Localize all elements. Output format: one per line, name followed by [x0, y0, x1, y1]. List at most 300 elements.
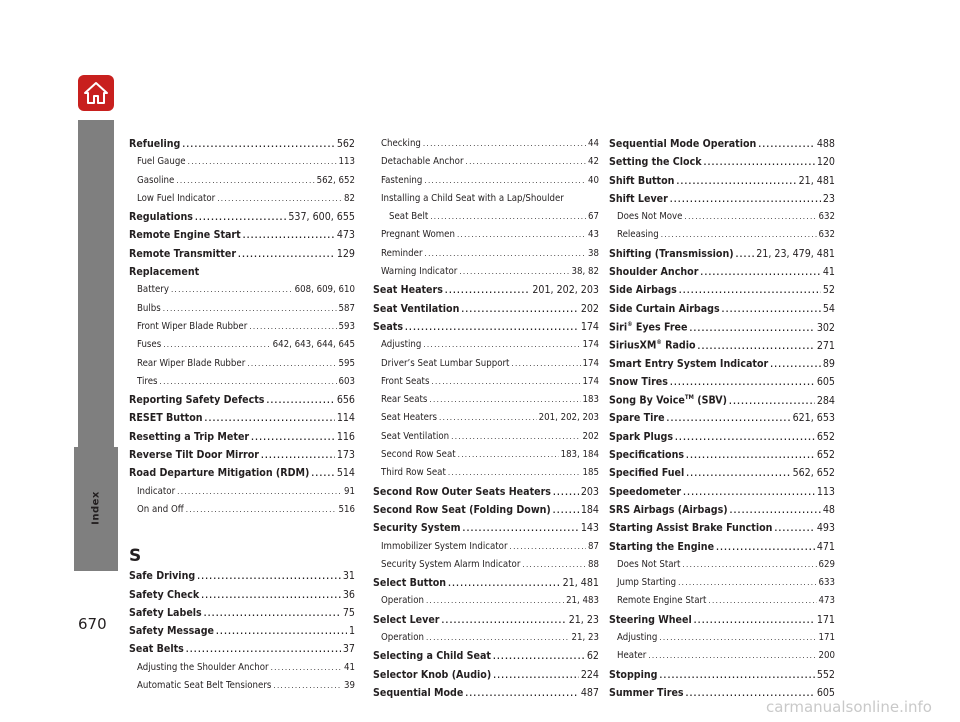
- index-entry[interactable]: [129, 449, 355, 467]
- entry-page-refs[interactable]: 487: [580, 686, 599, 699]
- index-subentry[interactable]: [609, 229, 835, 247]
- dot-leader: [160, 377, 337, 386]
- entry-page-refs[interactable]: 621, 653: [792, 412, 835, 425]
- index-subentry[interactable]: [609, 577, 835, 595]
- index-entry[interactable]: [609, 486, 835, 504]
- dot-leader: [689, 324, 814, 333]
- index-entry[interactable]: [373, 303, 599, 321]
- entry-term: Safety Labels: [129, 606, 202, 619]
- dot-leader: [238, 250, 335, 259]
- entry-page-refs[interactable]: 171: [818, 632, 835, 644]
- entry-page-refs[interactable]: 91: [344, 485, 355, 497]
- dot-leader: [430, 212, 586, 221]
- entry-page-refs[interactable]: 54: [822, 302, 835, 315]
- entry-page-refs[interactable]: 39: [344, 680, 355, 692]
- entry-page-refs[interactable]: 184: [580, 503, 599, 516]
- entry-page-refs[interactable]: 608, 609, 610: [294, 284, 355, 296]
- index-entry[interactable]: [609, 175, 835, 193]
- entry-page-refs[interactable]: 21, 23, 479, 481: [756, 247, 835, 260]
- entry-page-refs[interactable]: 284: [816, 394, 835, 407]
- entry-term: Immobilizer System Indicator: [381, 540, 508, 552]
- dot-leader: [251, 433, 335, 442]
- index-entry[interactable]: [609, 339, 835, 357]
- entry-term: Side Curtain Airbags: [609, 302, 720, 315]
- index-entry[interactable]: [609, 266, 835, 284]
- entry-term: Second Row Seat (Folding Down): [373, 503, 551, 516]
- dot-leader: [659, 633, 816, 642]
- index-entry[interactable]: [373, 284, 599, 302]
- dot-leader: [676, 177, 796, 186]
- index-subentry[interactable]: [129, 284, 355, 302]
- dot-leader: [423, 139, 586, 148]
- entry-page-refs[interactable]: 593: [338, 320, 355, 332]
- entry-page-refs[interactable]: 1: [348, 625, 355, 638]
- entry-term: RESET Button: [129, 412, 203, 425]
- entry-term: SiriusXM® Radio: [609, 339, 696, 352]
- entry-page-refs[interactable]: 562, 652: [792, 467, 835, 480]
- index-subentry[interactable]: [373, 229, 599, 247]
- dot-leader: [197, 572, 341, 581]
- dot-leader: [716, 543, 815, 552]
- index-entry[interactable]: [609, 321, 835, 339]
- dot-leader: [683, 488, 815, 497]
- index-entry[interactable]: [129, 138, 355, 156]
- index-subentry[interactable]: [609, 211, 835, 229]
- dot-leader: [201, 591, 341, 600]
- entry-page-refs[interactable]: 537, 600, 655: [288, 211, 355, 224]
- entry-page-refs[interactable]: 516: [338, 503, 355, 515]
- index-entry[interactable]: [609, 284, 835, 302]
- index-subentry[interactable]: [373, 431, 599, 449]
- index-entry[interactable]: [373, 486, 599, 504]
- entry-page-refs[interactable]: 224: [580, 668, 599, 681]
- entry-page-refs[interactable]: 471: [816, 540, 835, 553]
- entry-page-refs[interactable]: 642, 643, 644, 645: [272, 339, 355, 351]
- entry-page-refs[interactable]: 114: [336, 412, 355, 425]
- index-subentry[interactable]: [129, 339, 355, 357]
- entry-page-refs[interactable]: 21, 481: [562, 577, 599, 590]
- entry-page-refs[interactable]: 473: [818, 595, 835, 607]
- entry-page-refs[interactable]: 143: [580, 522, 599, 535]
- entry-page-refs[interactable]: 656: [336, 394, 355, 407]
- entry-page-refs[interactable]: 605: [816, 686, 835, 699]
- entry-term: Select Button: [373, 577, 447, 590]
- dot-leader: [182, 140, 334, 149]
- entry-page-refs[interactable]: 174: [580, 320, 599, 333]
- entry-term: Jump Starting: [617, 577, 677, 589]
- entry-page-refs[interactable]: 629: [818, 558, 835, 570]
- entry-page-refs[interactable]: 183, 184: [560, 449, 599, 461]
- entry-page-refs[interactable]: 40: [588, 174, 599, 186]
- dot-leader: [186, 505, 337, 514]
- dot-leader: [698, 342, 815, 351]
- index-entry[interactable]: [129, 229, 355, 247]
- dot-leader: [729, 397, 815, 406]
- entry-term: Siri® Eyes Free: [609, 320, 688, 334]
- index-entry[interactable]: [609, 358, 835, 376]
- entry-term: Select Lever: [373, 613, 440, 626]
- entry-page-refs[interactable]: 62: [586, 650, 599, 663]
- index-subentry[interactable]: [373, 559, 599, 577]
- dot-leader: [553, 506, 579, 515]
- index-entry[interactable]: [129, 589, 355, 607]
- index-entry[interactable]: [129, 467, 355, 485]
- index-entry[interactable]: [609, 541, 835, 559]
- dot-leader: [204, 609, 341, 618]
- entry-term: Song By Voice™ (SBV): [609, 394, 728, 407]
- entry-page-refs[interactable]: 171: [816, 613, 835, 626]
- dot-leader: [426, 633, 570, 642]
- entry-page-refs[interactable]: 120: [816, 156, 835, 169]
- entry-page-refs[interactable]: 21, 23: [571, 632, 599, 644]
- entry-page-refs[interactable]: 173: [336, 449, 355, 462]
- entry-page-refs[interactable]: 201, 202, 203: [538, 412, 599, 424]
- index-subentry[interactable]: [373, 193, 599, 211]
- entry-term: Checking: [381, 138, 421, 149]
- entry-page-refs[interactable]: 38, 82: [571, 266, 599, 278]
- dot-leader: [457, 230, 586, 239]
- entry-term: Safety Message: [129, 625, 215, 638]
- index-entry[interactable]: [129, 431, 355, 449]
- entry-term: Adjusting: [381, 339, 422, 351]
- dot-leader: [670, 378, 815, 387]
- dot-leader: [553, 488, 579, 497]
- entry-page-refs[interactable]: 174: [582, 357, 599, 369]
- dot-leader: [249, 322, 336, 331]
- entry-term: Bulbs: [137, 302, 161, 314]
- entry-page-refs[interactable]: 21, 483: [566, 595, 599, 607]
- dot-leader: [424, 176, 586, 185]
- index-subentry[interactable]: [373, 449, 599, 467]
- index-subentry[interactable]: [373, 358, 599, 376]
- entry-term: Resetting a Trip Meter: [129, 430, 250, 443]
- index-subentry[interactable]: [373, 467, 599, 485]
- index-entry[interactable]: [373, 504, 599, 522]
- index-subentry[interactable]: [129, 376, 355, 394]
- index-entry[interactable]: [129, 625, 355, 643]
- entry-page-refs[interactable]: 652: [816, 449, 835, 462]
- entry-page-refs[interactable]: 202: [580, 302, 599, 315]
- entry-page-refs[interactable]: 595: [338, 357, 355, 369]
- index-entry[interactable]: [129, 211, 355, 229]
- entry-term: Specified Fuel: [609, 467, 685, 480]
- index-subentry[interactable]: [373, 248, 599, 266]
- dot-leader: [423, 340, 580, 349]
- index-entry[interactable]: [373, 321, 599, 339]
- index-entry[interactable]: [609, 431, 835, 449]
- index-subentry[interactable]: [609, 632, 835, 650]
- index-subentry[interactable]: [373, 412, 599, 430]
- index-subentry[interactable]: [373, 339, 599, 357]
- entry-term: Regulations: [129, 211, 193, 224]
- entry-page-refs[interactable]: 113: [816, 485, 835, 498]
- entry-page-refs[interactable]: 203: [580, 485, 599, 498]
- dot-leader: [758, 140, 814, 149]
- dot-leader: [186, 645, 341, 654]
- index-entry[interactable]: [373, 577, 599, 595]
- dot-leader: [675, 433, 815, 442]
- index-entry[interactable]: [129, 394, 355, 412]
- entry-page-refs[interactable]: 129: [336, 247, 355, 260]
- index-entry[interactable]: [609, 156, 835, 174]
- entry-page-refs[interactable]: 82: [344, 192, 355, 204]
- dot-leader: [678, 578, 816, 587]
- index-entry[interactable]: [609, 303, 835, 321]
- entry-term: Second Row Seat: [381, 449, 456, 461]
- entry-page-refs[interactable]: 67: [588, 211, 599, 223]
- index-entry[interactable]: [609, 376, 835, 394]
- entry-page-refs[interactable]: 89: [822, 357, 835, 370]
- entry-term: Reverse Tilt Door Mirror: [129, 449, 259, 462]
- entry-page-refs[interactable]: 37: [342, 643, 355, 656]
- dot-leader: [694, 616, 815, 625]
- dot-leader: [461, 305, 578, 314]
- entry-term: Safe Driving: [129, 570, 196, 583]
- index-entry[interactable]: [609, 467, 835, 485]
- index-subentry[interactable]: [129, 175, 355, 193]
- entry-page-refs[interactable]: 31: [342, 570, 355, 583]
- dot-leader: [493, 671, 579, 680]
- entry-term: Second Row Outer Seats Heaters: [373, 485, 551, 498]
- dot-leader: [273, 681, 342, 690]
- entry-term: Operation: [381, 632, 424, 644]
- entry-term: Adjusting the Shoulder Anchor: [137, 661, 269, 673]
- index-subentry[interactable]: [129, 193, 355, 211]
- entry-term: Refueling: [129, 138, 181, 150]
- entry-page-refs[interactable]: 41: [822, 266, 835, 279]
- entry-term: Spare Tire: [609, 412, 665, 425]
- entry-page-refs[interactable]: 488: [816, 138, 835, 150]
- index-entry[interactable]: [373, 687, 599, 705]
- index-entry[interactable]: [129, 412, 355, 430]
- entry-page-refs[interactable]: 562: [336, 138, 355, 150]
- index-entry[interactable]: [609, 193, 835, 211]
- index-subentry[interactable]: [129, 358, 355, 376]
- dot-leader: [429, 395, 580, 404]
- dot-leader: [465, 689, 578, 698]
- entry-page-refs[interactable]: 36: [342, 588, 355, 601]
- entry-term: Rear Wiper Blade Rubber: [137, 357, 246, 369]
- entry-page-refs[interactable]: 23: [822, 192, 835, 205]
- index-subentry[interactable]: [373, 211, 599, 229]
- index-entry[interactable]: [609, 449, 835, 467]
- entry-term: Seat Ventilation: [381, 430, 450, 442]
- index-subentry[interactable]: [609, 650, 835, 668]
- entry-page-refs[interactable]: 52: [822, 284, 835, 297]
- entry-page-refs[interactable]: 41: [344, 661, 355, 673]
- entry-page-refs[interactable]: 201, 202, 203: [532, 284, 599, 297]
- index-subentry[interactable]: [373, 156, 599, 174]
- entry-term: Automatic Seat Belt Tensioners: [137, 680, 272, 692]
- dot-leader: [684, 212, 816, 221]
- index-subentry[interactable]: [373, 138, 599, 156]
- entry-term: Replacement: [129, 266, 200, 279]
- index-subentry[interactable]: [609, 559, 835, 577]
- index-subentry[interactable]: [373, 175, 599, 193]
- entry-page-refs[interactable]: 44: [588, 138, 599, 149]
- entry-page-refs[interactable]: 48: [822, 503, 835, 516]
- entry-term: Does Not Move: [617, 211, 683, 223]
- dot-leader: [451, 432, 580, 441]
- dot-leader: [730, 506, 821, 515]
- entry-page-refs[interactable]: 75: [342, 606, 355, 619]
- entry-term: Seat Belt: [389, 211, 429, 223]
- index-subentry[interactable]: [129, 662, 355, 680]
- dot-leader: [708, 596, 816, 605]
- dot-leader: [448, 579, 561, 588]
- dot-leader: [667, 414, 791, 423]
- entry-term: Selector Knob (Audio): [373, 668, 492, 681]
- dot-leader: [425, 249, 587, 258]
- entry-term: Warning Indicator: [381, 266, 458, 278]
- entry-term: Sequential Mode: [373, 686, 464, 699]
- index-entry[interactable]: [609, 504, 835, 522]
- entry-term: Summer Tires: [609, 686, 684, 699]
- index-entry[interactable]: [129, 266, 355, 284]
- dot-leader: [442, 616, 567, 625]
- entry-page-refs[interactable]: 87: [588, 540, 599, 552]
- index-entry[interactable]: [609, 138, 835, 156]
- index-entry[interactable]: [129, 248, 355, 266]
- dot-leader: [736, 250, 755, 259]
- entry-term: Pregnant Women: [381, 229, 455, 241]
- entry-page-refs[interactable]: 200: [818, 650, 835, 662]
- index-entry[interactable]: [609, 522, 835, 540]
- entry-page-refs[interactable]: 21, 23: [568, 613, 599, 626]
- index-subentry[interactable]: [373, 595, 599, 613]
- entry-page-refs[interactable]: 605: [816, 375, 835, 388]
- index-subentry[interactable]: [373, 541, 599, 559]
- index-entry[interactable]: [373, 522, 599, 540]
- dot-leader: [704, 158, 815, 167]
- entry-term: Shifting (Transmission): [609, 247, 734, 260]
- entry-page-refs[interactable]: 632: [818, 211, 835, 223]
- entry-page-refs[interactable]: 38: [588, 247, 599, 259]
- index-entry[interactable]: [129, 570, 355, 588]
- entry-term: Specifications: [609, 449, 685, 462]
- dot-leader: [195, 213, 286, 222]
- index-subentry[interactable]: [129, 504, 355, 522]
- entry-term: Seat Ventilation: [373, 302, 460, 315]
- entry-term: Stopping: [609, 668, 658, 681]
- dot-leader: [266, 396, 334, 405]
- entry-page-refs[interactable]: 302: [816, 321, 835, 334]
- entry-term: Security System Alarm Indicator: [381, 558, 521, 570]
- entry-page-refs[interactable]: 652: [816, 430, 835, 443]
- entry-term: Low Fuel Indicator: [137, 192, 216, 204]
- index-subentry[interactable]: [129, 156, 355, 174]
- index-entry[interactable]: [609, 248, 835, 266]
- entry-page-refs[interactable]: 202: [582, 430, 599, 442]
- dot-leader: [176, 176, 314, 185]
- sidebar-label: Index: [90, 491, 102, 525]
- index-entry[interactable]: [609, 394, 835, 412]
- entry-page-refs[interactable]: 116: [336, 430, 355, 443]
- page-number: 670: [78, 615, 107, 633]
- dot-leader: [426, 596, 564, 605]
- entry-term: Snow Tires: [609, 375, 668, 388]
- index-entry[interactable]: [609, 669, 835, 687]
- entry-term: Driver’s Seat Lumbar Support: [381, 357, 510, 369]
- dot-leader: [458, 450, 559, 459]
- entry-page-refs[interactable]: 113: [338, 156, 355, 168]
- index-subentry[interactable]: [129, 486, 355, 504]
- dot-leader: [770, 360, 821, 369]
- index-entry[interactable]: [373, 650, 599, 668]
- entry-page-refs[interactable]: 587: [338, 302, 355, 314]
- dot-leader: [686, 469, 790, 478]
- entry-term: Sequential Mode Operation: [609, 138, 757, 150]
- entry-page-refs[interactable]: 42: [588, 156, 599, 168]
- dot-leader: [660, 671, 815, 680]
- entry-page-refs[interactable]: 603: [338, 375, 355, 387]
- index-entry[interactable]: [373, 669, 599, 687]
- entry-page-refs[interactable]: 271: [816, 339, 835, 352]
- entry-term: Remote Engine Start: [129, 229, 241, 242]
- entry-page-refs[interactable]: 43: [588, 229, 599, 241]
- entry-page-refs[interactable]: 562, 652: [316, 174, 355, 186]
- index-subentry[interactable]: [609, 595, 835, 613]
- dot-leader: [459, 267, 569, 276]
- index-subentry[interactable]: [373, 376, 599, 394]
- index-subentry[interactable]: [373, 266, 599, 284]
- index-subentry[interactable]: [129, 303, 355, 321]
- entry-term: Security System: [373, 522, 461, 535]
- entry-term: Smart Entry System Indicator: [609, 357, 769, 370]
- entry-term: Spark Plugs: [609, 430, 674, 443]
- entry-page-refs[interactable]: 632: [818, 229, 835, 241]
- entry-term: Reporting Safety Defects: [129, 394, 265, 407]
- entry-page-refs[interactable]: 552: [816, 668, 835, 681]
- index-subentry[interactable]: [373, 632, 599, 650]
- entry-page-refs[interactable]: 174: [582, 339, 599, 351]
- entry-term: Detachable Anchor: [381, 156, 464, 168]
- dot-leader: [465, 157, 586, 166]
- entry-term: Starting Assist Brake Function: [609, 522, 773, 535]
- entry-page-refs[interactable]: 174: [582, 375, 599, 387]
- entry-page-refs[interactable]: 21, 481: [798, 174, 835, 187]
- entry-term: Selecting a Child Seat: [373, 650, 491, 663]
- entry-page-refs[interactable]: 183: [582, 394, 599, 406]
- dot-leader: [163, 304, 337, 313]
- index-column-3: [609, 138, 835, 705]
- entry-page-refs[interactable]: 473: [336, 229, 355, 242]
- dot-leader: [686, 689, 815, 698]
- entry-term: Fuel Gauge: [137, 156, 186, 168]
- entry-page-refs[interactable]: 493: [816, 522, 835, 535]
- index-entry[interactable]: [373, 614, 599, 632]
- entry-term: Releasing: [617, 229, 659, 241]
- entry-term: Battery: [137, 284, 169, 296]
- entry-page-refs[interactable]: 633: [818, 577, 835, 589]
- entry-term: Front Wiper Blade Rubber: [137, 320, 248, 332]
- index-subentry[interactable]: [129, 321, 355, 339]
- dot-leader: [439, 413, 537, 422]
- dot-leader: [243, 231, 335, 240]
- entry-page-refs[interactable]: 88: [588, 558, 599, 570]
- entry-term: Side Airbags: [609, 284, 677, 297]
- index-entry[interactable]: [129, 607, 355, 625]
- index-entry[interactable]: [609, 614, 835, 632]
- index-entry[interactable]: [129, 643, 355, 661]
- entry-page-refs[interactable]: 514: [336, 467, 355, 480]
- index-subentry[interactable]: [129, 680, 355, 698]
- entry-term: Safety Check: [129, 588, 200, 601]
- home-button[interactable]: [78, 75, 114, 111]
- index-entry[interactable]: [609, 412, 835, 430]
- index-subentry[interactable]: [373, 394, 599, 412]
- entry-page-refs[interactable]: 185: [582, 467, 599, 479]
